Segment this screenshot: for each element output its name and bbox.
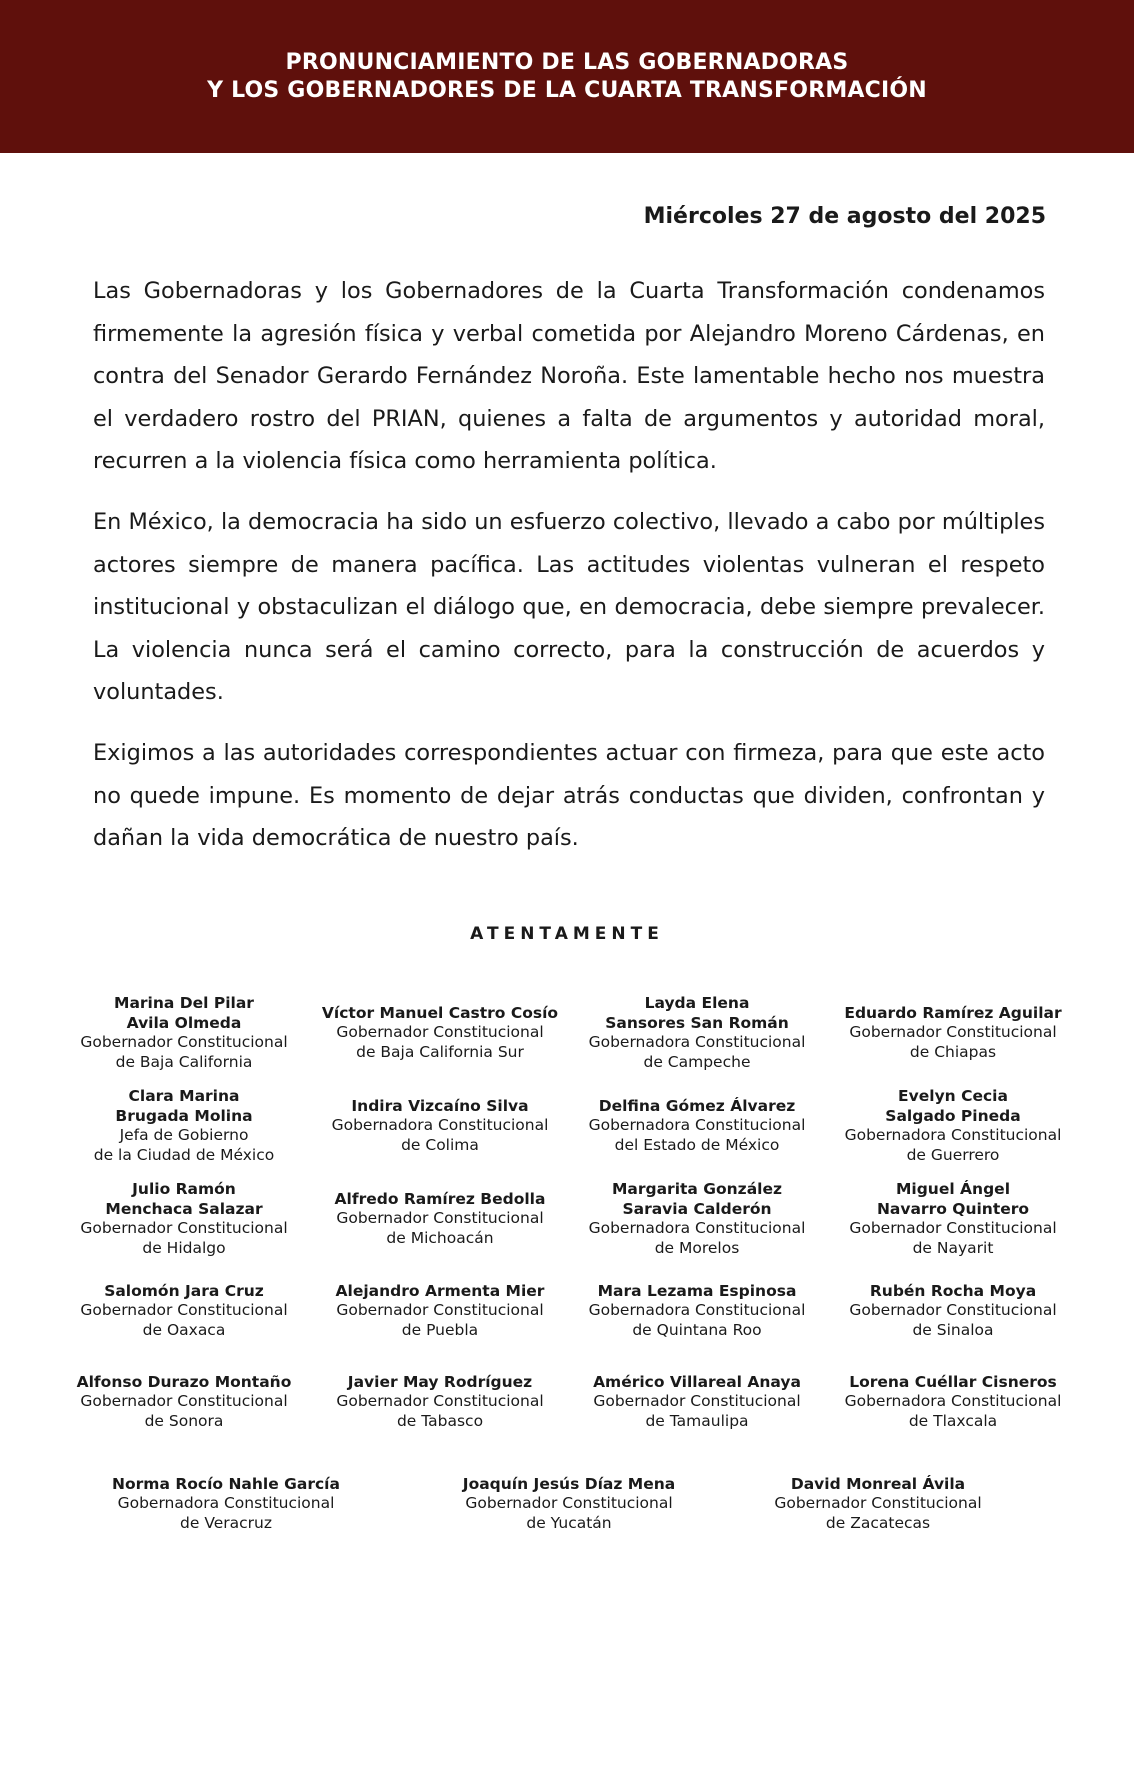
signatory-block bbox=[44, 994, 324, 1072]
signatory-title: Gobernador Constitucional bbox=[849, 1023, 1057, 1042]
signatory-name: Joaquín Jesús Díaz Mena bbox=[462, 1474, 676, 1493]
signatory-block bbox=[813, 1004, 1093, 1063]
signatory-block bbox=[429, 1475, 709, 1534]
signatory-block bbox=[557, 1180, 837, 1258]
signatory-state: de Sonora bbox=[144, 1411, 224, 1430]
signatory-state: de Tabasco bbox=[396, 1411, 484, 1430]
closing-atentamente: ATENTAMENTE bbox=[470, 924, 664, 944]
statement-body bbox=[93, 270, 1045, 878]
signatory-name: Evelyn Cecia bbox=[898, 1087, 1008, 1105]
signatory-state: de Oaxaca bbox=[142, 1320, 226, 1339]
signatory-state: de Baja California bbox=[115, 1052, 253, 1071]
signatory-state: del Estado de México bbox=[614, 1135, 780, 1154]
signatory-name: Lorena Cuéllar Cisneros bbox=[849, 1372, 1057, 1391]
signatory-title: Gobernadora Constitucional bbox=[588, 1033, 806, 1051]
signatory-name-line-2: Salgado Pineda bbox=[885, 1106, 1021, 1125]
signatory-name: Mara Lezama Espinosa bbox=[597, 1281, 797, 1300]
signatory-title: Gobernador Constitucional bbox=[336, 1023, 544, 1042]
signatory-title: Gobernadora Constitucional bbox=[844, 1392, 1062, 1411]
signatory-name: Alfredo Ramírez Bedolla bbox=[334, 1189, 546, 1208]
signatory-block bbox=[44, 1282, 324, 1341]
signatory-block bbox=[44, 1180, 324, 1258]
signatory-name-line-2: Saravia Calderón bbox=[622, 1199, 772, 1218]
signatory-block bbox=[813, 1373, 1093, 1432]
signatory-name: Eduardo Ramírez Aguilar bbox=[844, 1003, 1062, 1022]
signatory-title: Gobernador Constitucional bbox=[80, 1301, 288, 1320]
signatory-name: Clara Marina bbox=[128, 1087, 240, 1105]
signatory-block bbox=[557, 1282, 837, 1341]
signatory-title: Gobernador Constitucional bbox=[336, 1392, 544, 1411]
signatory-state: de Nayarit bbox=[912, 1238, 994, 1257]
signatory-name: Miguel Ángel bbox=[895, 1180, 1011, 1198]
signatory-name: Margarita González bbox=[611, 1180, 783, 1198]
signatory-name: Salomón Jara Cruz bbox=[104, 1281, 264, 1300]
signatory-state: de Puebla bbox=[401, 1320, 479, 1339]
signatory-name-line-2: Avila Olmeda bbox=[126, 1013, 242, 1032]
signatory-title: Jefa de Gobierno bbox=[119, 1126, 249, 1144]
signatory-name: Delfina Gómez Álvarez bbox=[598, 1096, 796, 1115]
signatory-block bbox=[300, 1190, 580, 1249]
signatory-name: Indira Vizcaíno Silva bbox=[351, 1096, 529, 1115]
signatory-state: de Zacatecas bbox=[825, 1513, 931, 1532]
signatory-state: de Sinaloa bbox=[912, 1320, 994, 1339]
signatory-name: Alfonso Durazo Montaño bbox=[76, 1372, 292, 1391]
signatory-name-line-2: Menchaca Salazar bbox=[105, 1199, 263, 1218]
signatory-title: Gobernador Constitucional bbox=[80, 1219, 288, 1237]
signatory-title: Gobernadora Constitucional bbox=[117, 1494, 335, 1513]
signatory-title: Gobernador Constitucional bbox=[849, 1301, 1057, 1320]
signatory-state: de Hidalgo bbox=[142, 1238, 226, 1257]
signatory-block bbox=[300, 1373, 580, 1432]
signatory-state: de Campeche bbox=[643, 1052, 751, 1071]
header-banner bbox=[0, 0, 1134, 153]
signatory-name: Alejandro Armenta Mier bbox=[335, 1281, 545, 1300]
signatory-state: de Colima bbox=[401, 1135, 479, 1154]
signatory-name-line-2: Navarro Quintero bbox=[876, 1199, 1030, 1218]
signatory-name: David Monreal Ávila bbox=[790, 1474, 966, 1493]
paragraph-3: Exigimos a las autoridades correspondientes actuar con firmeza, para que este acto no quede impune. Es momento de dejar atrás conductas que dividen, confrontan y dañan la vida democrática de nuestro país. bbox=[93, 739, 1045, 852]
signatory-block bbox=[300, 1282, 580, 1341]
signatory-title: Gobernador Constitucional bbox=[336, 1209, 544, 1228]
signatory-name: Julio Ramón bbox=[132, 1180, 236, 1198]
signatory-state: de Morelos bbox=[654, 1238, 740, 1257]
signatory-title: Gobernador Constitucional bbox=[80, 1392, 288, 1411]
signatory-block bbox=[300, 1004, 580, 1063]
signatory-name-line-2: Sansores San Román bbox=[605, 1013, 789, 1032]
signatory-state: de la Ciudad de México bbox=[93, 1145, 275, 1164]
signatory-title: Gobernador Constitucional bbox=[465, 1494, 673, 1513]
signatory-block bbox=[738, 1475, 1018, 1534]
signatory-title: Gobernadora Constitucional bbox=[331, 1116, 549, 1135]
paragraph-1: Las Gobernadoras y los Gobernadores de la Cuarta Transformación condenamos firmemente la agresión física y verbal cometida por Alejandro Moreno Cárdenas, en contra del Senador Gerardo Fernández Noroña. Este lamentable hecho nos muestra el verdadero rostro del PRIAN, quienes a falta de argumentos y autoridad moral, recurren a la violencia física como herramienta política. bbox=[93, 278, 1045, 475]
signatory-name: Víctor Manuel Castro Cosío bbox=[321, 1003, 559, 1022]
signatory-title: Gobernador Constitucional bbox=[774, 1494, 982, 1513]
signatory-title: Gobernadora Constitucional bbox=[588, 1301, 806, 1320]
signatory-block bbox=[813, 1087, 1093, 1165]
signatory-title: Gobernador Constitucional bbox=[849, 1219, 1057, 1237]
signatory-name: Javier May Rodríguez bbox=[347, 1372, 533, 1391]
header-title-line-2: Y LOS GOBERNADORES DE LA CUARTA TRANSFORMACIÓN bbox=[207, 77, 927, 103]
signatory-title: Gobernadora Constitucional bbox=[588, 1219, 806, 1237]
signatory-state: de Yucatán bbox=[526, 1513, 612, 1532]
signatory-title: Gobernadora Constitucional bbox=[588, 1116, 806, 1135]
document-date: Miércoles 27 de agosto del 2025 bbox=[643, 204, 1046, 229]
signatory-name: Rubén Rocha Moya bbox=[869, 1281, 1037, 1300]
signatory-state: de Chiapas bbox=[909, 1042, 997, 1061]
signatory-state: de Michoacán bbox=[386, 1228, 494, 1247]
signatory-name: Norma Rocío Nahle García bbox=[112, 1474, 340, 1493]
signatory-state: de Tlaxcala bbox=[908, 1411, 998, 1430]
signatory-name-line-2: Brugada Molina bbox=[115, 1106, 253, 1125]
signatory-state: de Quintana Roo bbox=[632, 1320, 762, 1339]
signatory-block bbox=[557, 1097, 837, 1156]
signatory-block bbox=[557, 1373, 837, 1432]
signatory-block bbox=[44, 1373, 324, 1432]
header-title-line-1: PRONUNCIAMIENTO DE LAS GOBERNADORAS bbox=[285, 49, 849, 75]
signatory-block bbox=[44, 1087, 324, 1165]
signatory-block bbox=[813, 1180, 1093, 1258]
signatory-state: de Baja California Sur bbox=[356, 1042, 524, 1061]
paragraph-2: En México, la democracia ha sido un esfuerzo colectivo, llevado a cabo por múltiples actores siempre de manera pacífica. Las actitudes violentas vulneran el respeto institucional y obstaculizan el diálogo que, en democracia, debe siempre prevalecer. La violencia nunca será el camino correcto, para la construcción de acuerdos y voluntades. bbox=[93, 508, 1045, 706]
signatory-block bbox=[813, 1282, 1093, 1341]
signatory-title: Gobernador Constitucional bbox=[593, 1392, 801, 1411]
signatory-title: Gobernadora Constitucional bbox=[844, 1126, 1062, 1144]
signatory-state: de Guerrero bbox=[906, 1145, 1000, 1164]
signatory-state: de Veracruz bbox=[180, 1513, 272, 1532]
signatory-name: Américo Villareal Anaya bbox=[593, 1372, 801, 1391]
signatory-block bbox=[86, 1475, 366, 1534]
signatory-state: de Tamaulipa bbox=[645, 1411, 749, 1430]
signatory-title: Gobernador Constitucional bbox=[336, 1301, 544, 1320]
signatory-block bbox=[300, 1097, 580, 1156]
signatory-name: Marina Del Pilar bbox=[114, 994, 254, 1012]
signatory-block bbox=[557, 994, 837, 1072]
signatory-title: Gobernador Constitucional bbox=[80, 1033, 288, 1051]
signatory-name: Layda Elena bbox=[644, 994, 750, 1012]
